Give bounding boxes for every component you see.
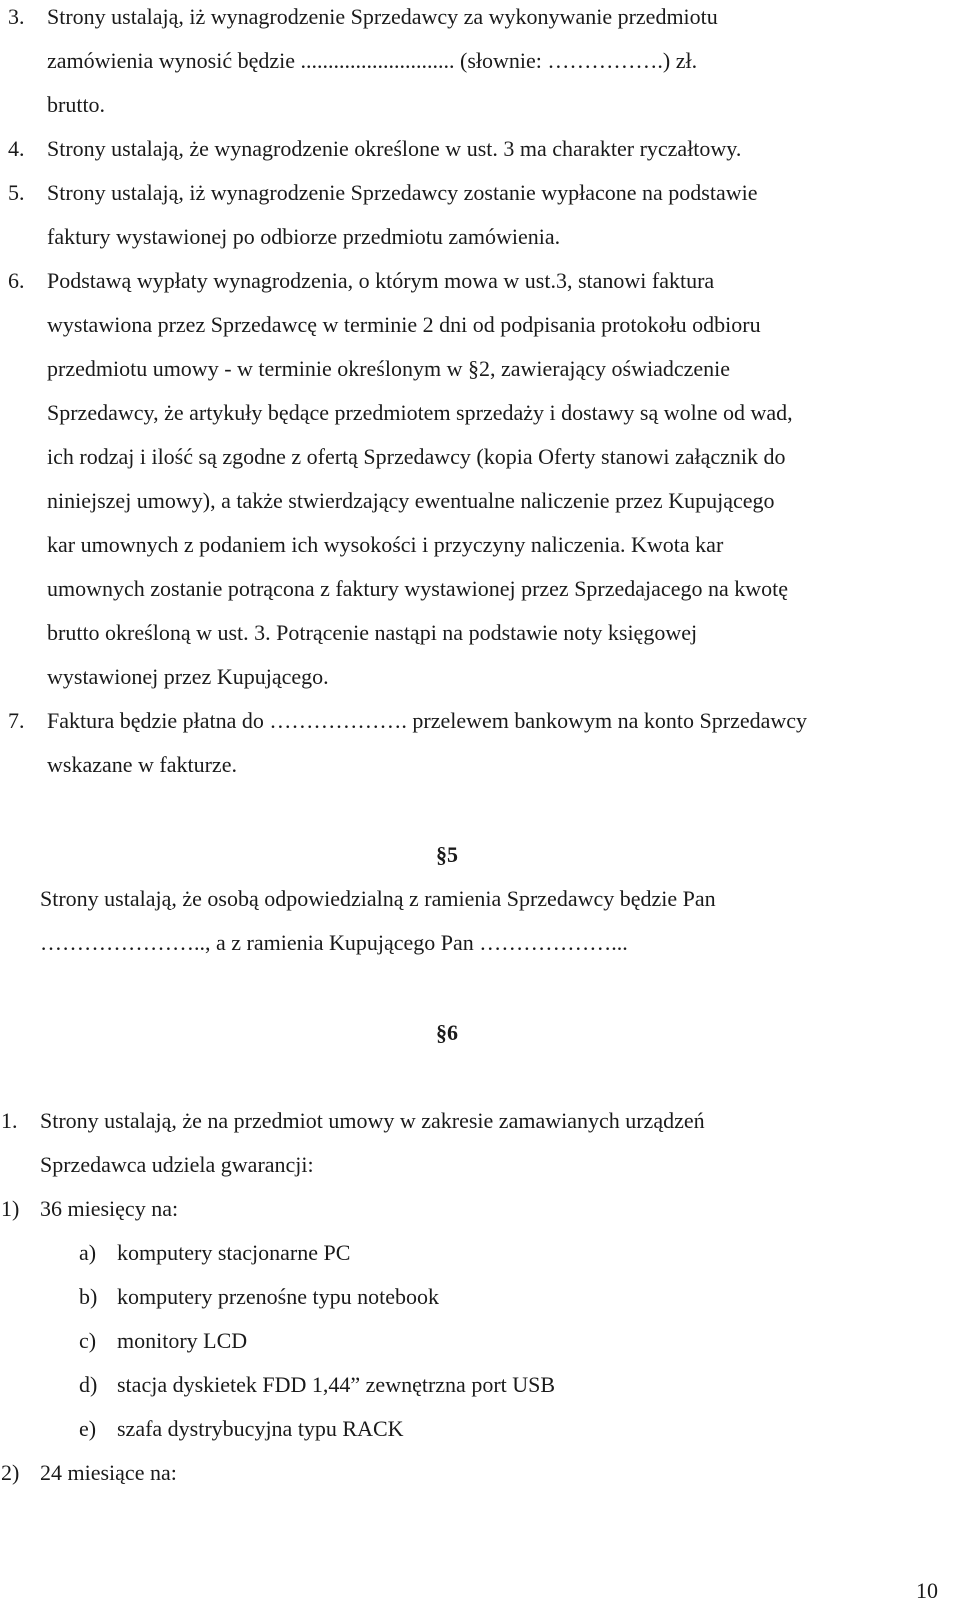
paragraph-line: Strony ustalają, iż wynagrodzenie Sprzedawcy zostanie wypłacone na podstawie [47, 180, 758, 205]
paragraph-line: wystawionej przez Kupującego. [47, 664, 329, 689]
paragraph-line: Strony ustalają, że osobą odpowiedzialną z ramienia Sprzedawcy będzie Pan [40, 886, 716, 911]
paragraph-line: wskazane w fakturze. [47, 752, 237, 777]
list-letter: c) [79, 1328, 97, 1353]
paragraph-line: umownych zostanie potrącona z faktury wystawionej przez Sprzedajacego na kwotę [47, 576, 788, 601]
paragraph-line: Sprzedawca udziela gwarancji: [40, 1152, 314, 1177]
list-item-text: 36 miesięcy na: [40, 1196, 179, 1221]
list-number: 4. [8, 136, 25, 161]
paragraph-line: faktury wystawionej po odbiorze przedmiotu zamówienia. [47, 224, 561, 249]
paragraph-line: wystawiona przez Sprzedawcę w terminie 2 dni od podpisania protokołu odbioru [47, 312, 761, 337]
paragraph-line: ………………….., a z ramienia Kupującego Pan ………………... [40, 930, 628, 955]
list-item-text: szafa dystrybucyjna typu RACK [117, 1416, 404, 1441]
list-number: 1) [1, 1196, 20, 1221]
list-item-text: stacja dyskietek FDD 1,44” zewnętrzna port USB [117, 1372, 556, 1397]
paragraph-line: Faktura będzie płatna do ………………. przelewem bankowym na konto Sprzedawcy [47, 708, 808, 733]
paragraph-line: przedmiotu umowy - w terminie określonym w §2, zawierający oświadczenie [47, 356, 730, 381]
paragraph-line: Strony ustalają, że wynagrodzenie określone w ust. 3 ma charakter ryczałtowy. [47, 136, 742, 161]
paragraph-line: niniejszej umowy), a także stwierdzający ewentualne naliczenie przez Kupującego [47, 488, 775, 513]
paragraph-line: Strony ustalają, że na przedmiot umowy w zakresie zamawianych urządzeń [40, 1108, 705, 1133]
paragraph-line: Sprzedawcy, że artykuły będące przedmiotem sprzedaży i dostawy są wolne od wad, [47, 400, 793, 425]
list-letter: b) [79, 1284, 98, 1309]
list-item-text: 24 miesiące na: [40, 1460, 177, 1485]
paragraph-line: brutto określoną w ust. 3. Potrącenie nastąpi na podstawie noty księgowej [47, 620, 698, 645]
list-letter: a) [79, 1240, 97, 1265]
list-number: 2) [1, 1460, 20, 1485]
list-letter: e) [79, 1416, 97, 1441]
paragraph-line: zamówienia wynosić będzie ............................ (słownie: …………….) zł. [47, 48, 698, 73]
section-heading: §5 [436, 842, 458, 867]
list-number: 3. [8, 4, 25, 29]
paragraph-line: brutto. [47, 92, 106, 117]
list-number: 6. [8, 268, 25, 293]
list-item-text: komputery stacjonarne PC [117, 1240, 351, 1265]
paragraph-line: kar umownych z podaniem ich wysokości i przyczyny naliczenia. Kwota kar [47, 532, 724, 557]
paragraph-line: Strony ustalają, iż wynagrodzenie Sprzedawcy za wykonywanie przedmiotu [47, 4, 718, 29]
list-number: 5. [8, 180, 25, 205]
list-item-text: komputery przenośne typu notebook [117, 1284, 439, 1309]
list-number: 1. [1, 1108, 18, 1133]
page-number: 10 [916, 1578, 938, 1603]
section-heading: §6 [436, 1020, 458, 1045]
list-letter: d) [79, 1372, 98, 1397]
list-item-text: monitory LCD [117, 1328, 248, 1353]
paragraph-line: Podstawą wypłaty wynagrodzenia, o którym mowa w ust.3, stanowi faktura [47, 268, 715, 293]
list-number: 7. [8, 708, 25, 733]
paragraph-line: ich rodzaj i ilość są zgodne z ofertą Sprzedawcy (kopia Oferty stanowi załącznik do [47, 444, 786, 469]
